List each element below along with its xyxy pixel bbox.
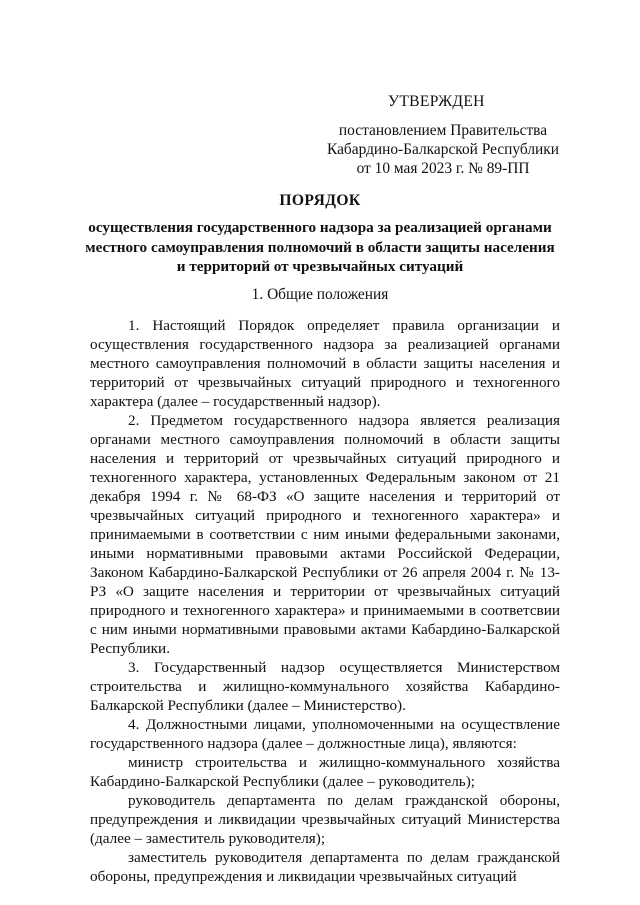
document-body — [90, 316, 560, 886]
approval-reference-line: постановлением Правительства — [338, 122, 548, 139]
paragraph: 2. Предметом государственного надзора является реализация органами местного самоуправления полномочий в области защиты населения и территорий от чрезвычайных ситуаций природного и техногенного характера, установленных Федеральным законом от 21 декабря 1994 г. № 68-ФЗ «О защите населения и территорий от чрезвычайных ситуаций природного и техногенного характера» и принимаемыми в соответствии с ним иными федеральными законами, иными нормативными правовыми актами Российской Федерации, Законом Кабардино-Балкарской Республики от 26 апреля 2004 г. № 13-РЗ «О защите населения и территории от чрезвычайных ситуаций природного и техногенного характера» и принимаемыми в соответсвии с ним иными нормативными правовыми актами Кабардино-Балкарской Республики. — [90, 412, 560, 657]
paragraph: 1. Настоящий Порядок определяет правила организации и осуществления государственного надзора за реализацией органами местного самоуправления полномочий в области защиты населения и территорий от чрезвычайных ситуаций природного и техногенного характера (далее – государственный надзор). — [90, 317, 560, 410]
approval-reference-line: от 10 мая 2023 г. № 89-ПП — [356, 160, 530, 177]
paragraph: руководитель департамента по делам гражданской обороны, предупреждения и ликвидации чрезвычайных ситуаций Министерства (далее – заместитель руководителя); — [90, 792, 560, 847]
approval-stamp-heading: УТВЕРЖДЕН — [388, 93, 485, 110]
document-subtitle: осуществления государственного надзора за реализацией органами местного самоуправления полномочий в области защиты населения и территорий от чрезвычайных ситуаций — [85, 219, 555, 275]
approval-reference-line: Кабардино-Балкарской Республики — [327, 141, 559, 158]
section-heading: 1. Общие положения — [251, 286, 389, 303]
document-title: ПОРЯДОК — [279, 192, 361, 209]
paragraph: 4. Должностными лицами, уполномоченными на осуществление государственного надзора (далее – должностные лица), являются: — [90, 716, 560, 752]
approval-reference — [318, 121, 568, 178]
paragraph: 3. Государственный надзор осуществляется Министерством строительства и жилищно-коммунального хозяйства Кабардино-Балкарской Республики (далее – Министерство). — [90, 659, 560, 714]
paragraph: министр строительства и жилищно-коммунального хозяйства Кабардино-Балкарской Республики (далее – руководитель); — [90, 754, 560, 790]
paragraph: заместитель руководителя департамента по делам гражданской обороны, предупреждения и ликвидации чрезвычайных ситуаций — [90, 849, 560, 885]
